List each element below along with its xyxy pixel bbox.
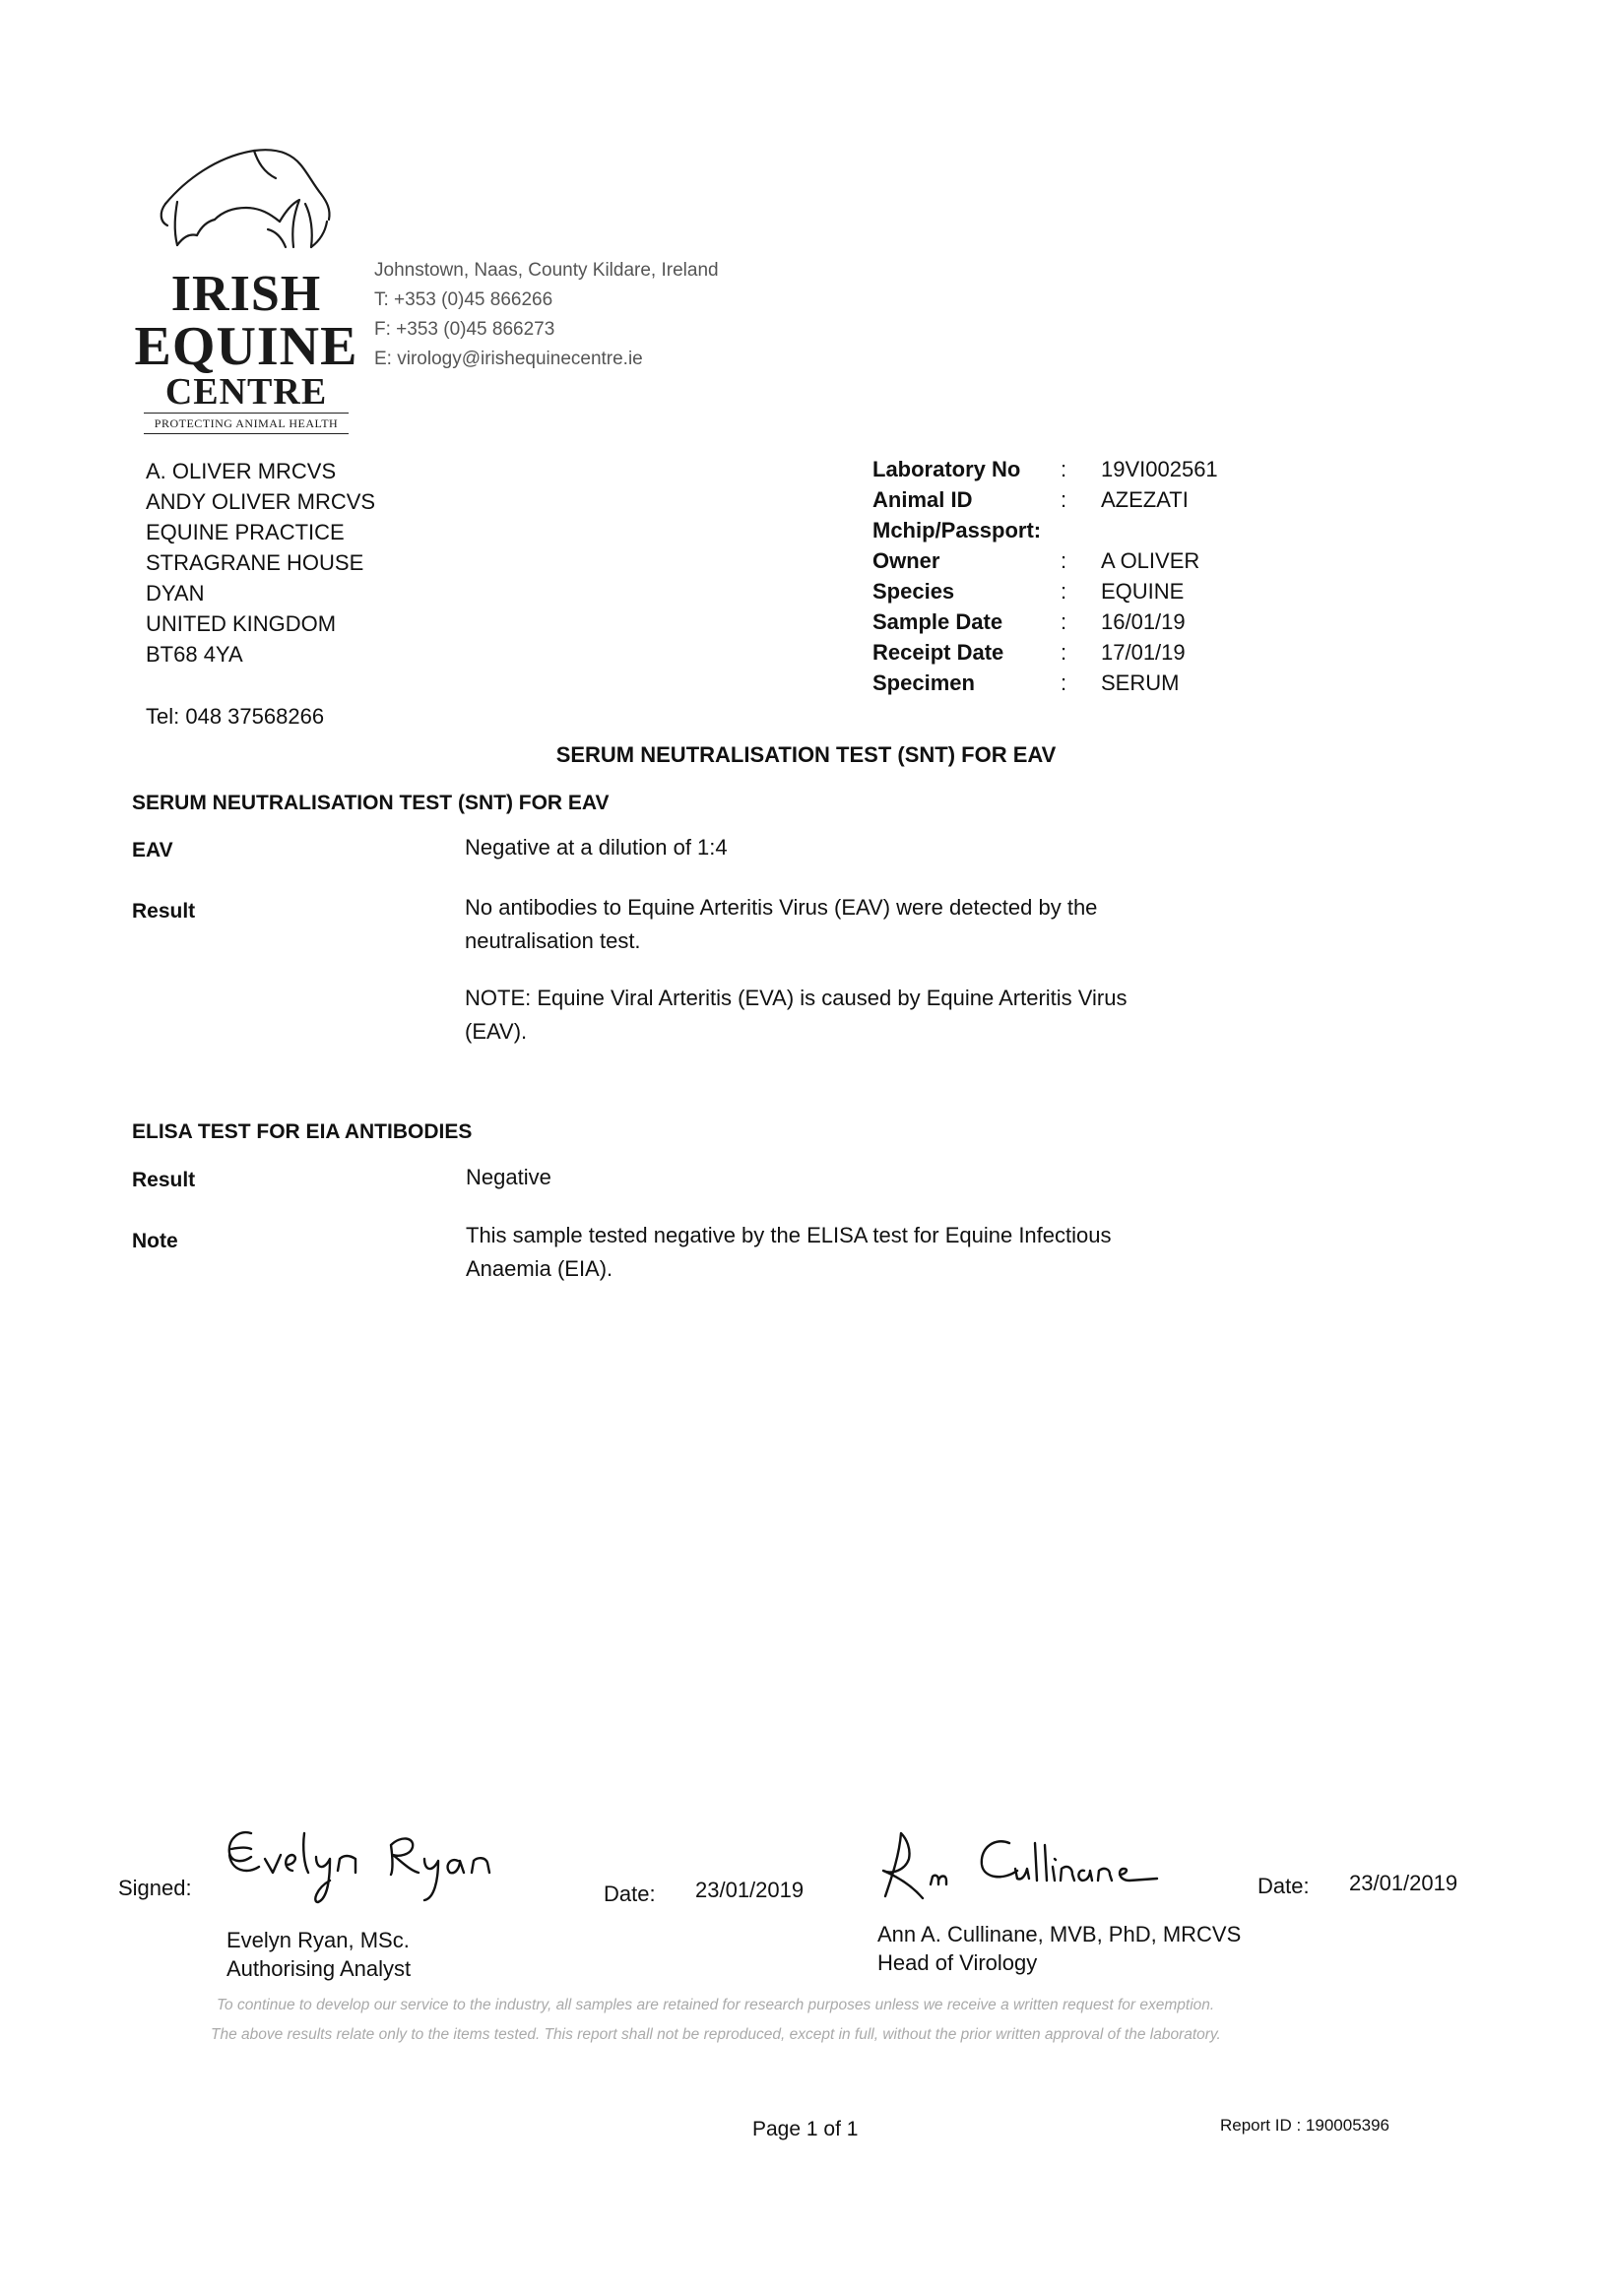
lab-info-row <box>872 457 1266 487</box>
lab-info-key: Laboratory No <box>872 457 1021 481</box>
date2-label: Date: <box>1257 1874 1310 1898</box>
elisa-heading: ELISA TEST FOR EIA ANTIBODIES <box>132 1120 473 1143</box>
signature-ann-cullinane <box>871 1819 1167 1908</box>
lab-info-key: Species <box>872 579 955 604</box>
page-number: Page 1 of 1 <box>752 2118 859 2140</box>
disclaimer-line-1: To continue to develop our service to the industry, all samples are retained for research purposes unless we receive a written request for exemption. <box>217 1997 1215 2013</box>
contact-block <box>374 256 719 374</box>
lab-info-value: SERUM <box>1101 670 1180 695</box>
date1-label: Date: <box>604 1881 656 1906</box>
eav-value: Negative at a dilution of 1:4 <box>465 835 728 860</box>
contact-email: E: virology@irishequinecentre.ie <box>374 349 643 369</box>
contact-address: Johnstown, Naas, County Kildare, Ireland <box>374 260 719 281</box>
elisa-note-text <box>466 1219 1112 1286</box>
elisa-result-label: Result <box>132 1169 196 1191</box>
signed-label: Signed: <box>118 1876 192 1900</box>
lab-info-key: Sample Date <box>872 609 1003 634</box>
horse-logo-icon <box>138 143 355 281</box>
lab-info-value: A OLIVER <box>1101 548 1200 573</box>
logo-tagline: PROTECTING ANIMAL HEALTH <box>154 416 339 430</box>
logo-equine: EQUINE <box>134 316 358 377</box>
lab-info-key: Owner <box>872 548 940 573</box>
snt-note-line: NOTE: Equine Viral Arteritis (EVA) is caused by Equine Arteritis Virus <box>465 986 1128 1010</box>
recipient-address <box>146 456 375 670</box>
lab-info-value: 19VI002561 <box>1101 457 1218 481</box>
snt-result-label: Result <box>132 900 196 923</box>
address-line: A. OLIVER MRCVS <box>146 459 337 483</box>
report-id: Report ID : 190005396 <box>1220 2116 1390 2135</box>
snt-heading: SERUM NEUTRALISATION TEST (SNT) FOR EAV <box>132 792 610 814</box>
elisa-result-value: Negative <box>466 1165 551 1189</box>
lab-info-row <box>872 487 1266 518</box>
snt-result-text <box>465 891 1097 958</box>
lab-info-row <box>872 609 1266 640</box>
signer1-title: Authorising Analyst <box>226 1956 412 1981</box>
elisa-note-label: Note <box>132 1230 178 1252</box>
contact-phone: T: +353 (0)45 866266 <box>374 289 553 310</box>
snt-result-line: neutralisation test. <box>465 928 641 953</box>
date1-value: 23/01/2019 <box>695 1878 805 1902</box>
eav-label: EAV <box>132 839 173 861</box>
lab-info-sep: : <box>1061 609 1067 634</box>
lab-info-sep: : <box>1061 579 1067 604</box>
logo <box>134 143 358 438</box>
elisa-note-line: This sample tested negative by the ELISA test for Equine Infectious <box>466 1223 1112 1247</box>
lab-info-key: Mchip/Passport: <box>872 518 1042 542</box>
lab-info-sep: : <box>1061 457 1067 481</box>
lab-info-key: Receipt Date <box>872 640 1004 665</box>
snt-result-line: No antibodies to Equine Arteritis Virus (EAV) were detected by the <box>465 895 1098 920</box>
lab-info-value: EQUINE <box>1101 579 1185 604</box>
signer2-title: Head of Virology <box>877 1950 1038 1975</box>
address-line: DYAN <box>146 581 205 606</box>
disclaimer-line-2: The above results relate only to the items tested. This report shall not be reproduced, except in full, without the prior written approval of the laboratory. <box>211 2026 1221 2043</box>
lab-info-sep: : <box>1061 548 1067 573</box>
lab-info-value: AZEZATI <box>1101 487 1189 512</box>
signer2-name: Ann A. Cullinane, MVB, PhD, MRCVS <box>877 1922 1242 1946</box>
lab-info-row <box>872 670 1266 701</box>
signer1-name: Evelyn Ryan, MSc. <box>226 1928 410 1952</box>
logo-divider-bottom <box>144 433 349 434</box>
address-line: EQUINE PRACTICE <box>146 520 345 544</box>
date2-value: 23/01/2019 <box>1349 1871 1458 1895</box>
logo-divider <box>144 413 349 414</box>
lab-info-row <box>872 579 1266 609</box>
lab-info-row <box>872 548 1266 579</box>
lab-info-key: Specimen <box>872 670 975 695</box>
lab-info-key: Animal ID <box>872 487 973 512</box>
address-line: UNITED KINGDOM <box>146 611 337 636</box>
report-title: SERUM NEUTRALISATION TEST (SNT) FOR EAV <box>555 742 1057 767</box>
logo-centre: CENTRE <box>164 371 328 413</box>
snt-note-text <box>465 982 1128 1049</box>
elisa-note-line: Anaemia (EIA). <box>466 1256 613 1281</box>
lab-info-sep: : <box>1061 640 1067 665</box>
recipient-tel: Tel: 048 37568266 <box>146 704 325 729</box>
lab-info-row <box>872 640 1266 670</box>
lab-info-sep: : <box>1061 487 1067 512</box>
lab-info-value: 17/01/19 <box>1101 640 1186 665</box>
lab-info-value: 16/01/19 <box>1101 609 1186 634</box>
lab-info-row <box>872 518 1266 548</box>
snt-note-line: (EAV). <box>465 1019 528 1044</box>
logo-irish: IRISH <box>170 266 322 322</box>
address-line: BT68 4YA <box>146 642 243 667</box>
signature-evelyn-ryan <box>222 1819 517 1908</box>
lab-info-sep: : <box>1061 670 1067 695</box>
contact-fax: F: +353 (0)45 866273 <box>374 319 555 340</box>
address-line: ANDY OLIVER MRCVS <box>146 489 376 514</box>
address-line: STRAGRANE HOUSE <box>146 550 364 575</box>
